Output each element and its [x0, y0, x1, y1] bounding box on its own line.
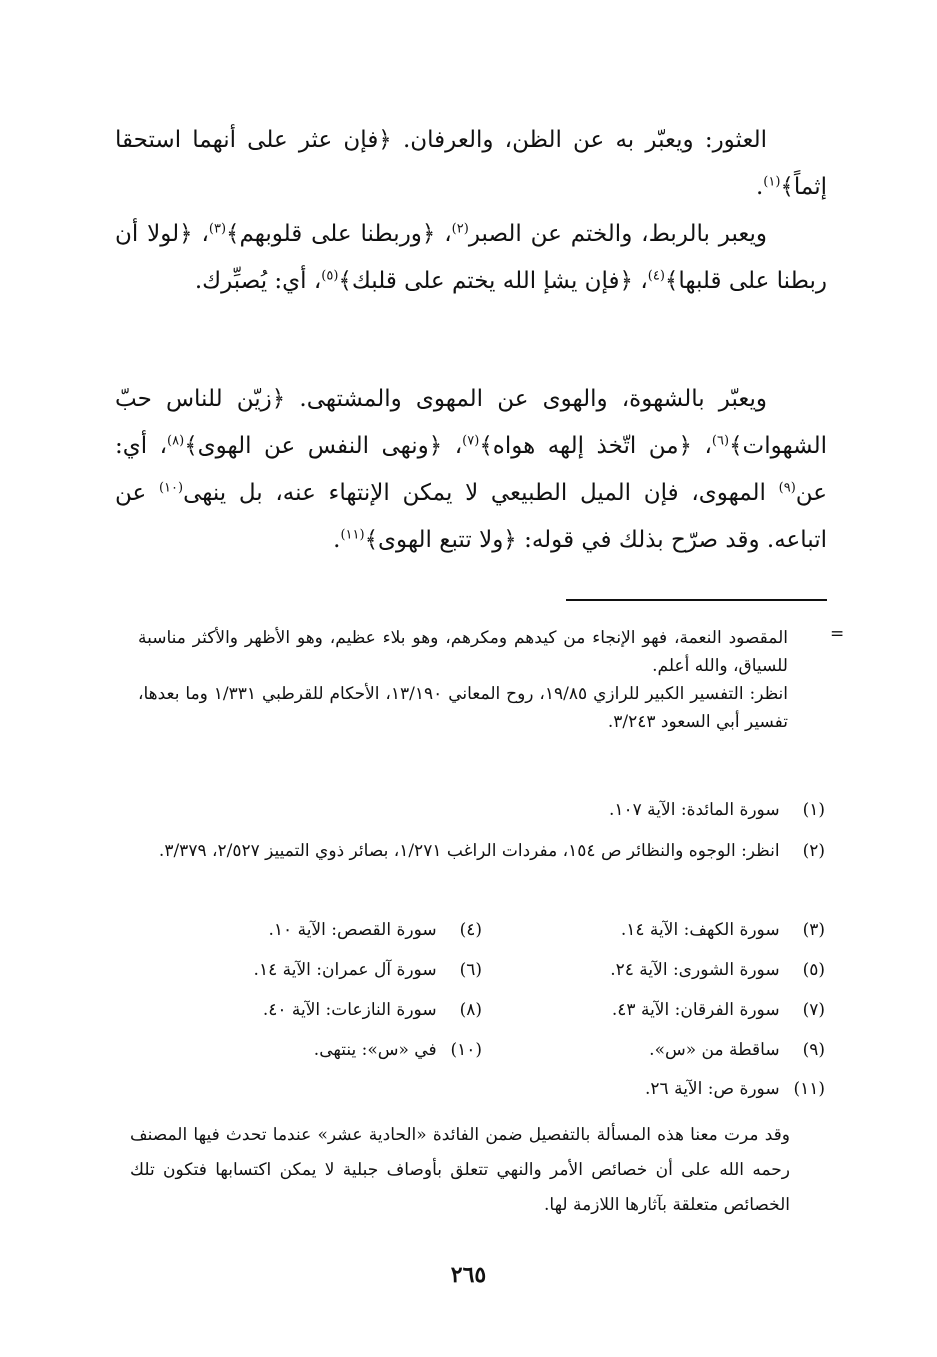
footnote-7: (٧) سورة الفرقان: الآية ٤٣.	[611, 1000, 825, 1020]
paragraph-2: ويعبر بالربط، والختم عن الصبر$^{(٢)}$، ﴿وربطنا على قلوبهم﴾$^{(٣)}$، ﴿لولا أن ربطنا على قلبها﴾$^{(٤)}$، ﴿فإن يشإ الله يختم على قلبك﴾$^{(٥)}$، أي: يُصبِّرك.	[115, 221, 827, 294]
footnote-ref[interactable]: (٩)	[778, 480, 796, 496]
footnote-10: (١٠) في «س»: ينتهى.	[313, 1040, 482, 1060]
footnote-5: (٥) سورة الشورى: الآية ٢٤.	[610, 960, 825, 980]
footnote-6: (٦) سورة آل عمران: الآية ١٤.	[253, 960, 482, 980]
page-number: ٢٦٥	[450, 1262, 487, 1288]
footnote-9: (٩) ساقطة من «س».	[649, 1040, 825, 1060]
continuation-marker: =	[830, 624, 845, 644]
footnote-continuation: المقصود النعمة، فهو الإنجاء من كيدهم ومكرهم، وهو بلاء عظيم، وهو الأظهر والأكثر مناسبة للسياق، والله أعلم. انظر: التفسير الكبير للرازي ١٩/٨٥، روح المعاني ١٣/١٩٠، الأحكام للقرطبي ١/٣٣١ وما بعدها، تفسير أبي السعود ٣/٢٤٣.	[138, 628, 788, 732]
paragraph-1: العثور: ويعبّر به عن الظن، والعرفان. ﴿فإن عثر على أنهما استحقا إثماً﴾$^{(١)}$.	[115, 127, 827, 200]
footnote-separator	[566, 599, 827, 601]
paragraph-3: ويعبّر بالشهوة، والهوى عن المهوى والمشتهى. ﴿زيّن للناس حبّ الشهوات﴾$^{(٦)}$، ﴿من اتّخذ إلهه هواه﴾$^{(٧)}$، ﴿ونهى النفس عن الهوى﴾$^{(٨)}$، أي: عن$^{(٩)}$ المهوى، فإن الميل الطبيعي لا يمكن الإنتهاء عنه، بل ينهى$^{(١٠)}$ عن اتباعه. وقد صرّح بذلك في قوله: ﴿ولا تتبع الهوى﴾$^{(١١)}$.	[115, 386, 827, 553]
footnote-8: (٨) سورة النازعات: الآية ٤٠.	[262, 1000, 482, 1020]
footnote-3: (٣) سورة الكهف: الآية ١٤.	[620, 920, 825, 940]
footnote-ref[interactable]: (٨)	[167, 433, 185, 449]
footnote-ref[interactable]: (٣)	[208, 221, 227, 237]
footnote-note: وقد مرت معنا هذه المسألة بالتفصيل ضمن الفائدة «الحادية عشر» عندما تحدث فيها المصنف رحمه الله على أن خصائص الأمر والنهي تتعلق بأوصاف جبلية لا يمكن اكتسابها فتكون تلك الخصائص متعلقة بآثارها اللازمة لها.	[130, 1125, 790, 1215]
paragraph-text: العثور: ويعبّر به عن الظن، والعرفان. ﴿فإن عثر على أنهما استحقا إثماً﴾	[115, 127, 827, 200]
footnote-ref[interactable]: (٢)	[451, 221, 469, 237]
footnote-ref[interactable]: (٥)	[321, 268, 339, 284]
footnote-11: (١١) سورة ص: الآية ٢٦.	[645, 1079, 825, 1099]
footnote-4: (٤) سورة القصص: الآية ١٠.	[268, 920, 482, 940]
footnote-ref[interactable]: (١٠)	[158, 480, 184, 496]
footnote-ref[interactable]: (٧)	[462, 433, 480, 449]
footnote-ref[interactable]: (٦)	[711, 433, 730, 449]
footnote-ref[interactable]: (٤)	[647, 268, 665, 284]
footnote-1: (١) سورة المائدة: الآية ١٠٧.	[608, 800, 825, 820]
footnote-ref[interactable]: (١)	[763, 174, 781, 190]
footnote-2: (٢) انظر: الوجوه والنظائر ص ١٥٤، مفردات الراغب ١/٢٧١، بصائر ذوي التمييز ٢/٥٢٧، ٣/٣٧٩.	[158, 841, 825, 861]
footnote-ref[interactable]: (١١)	[340, 527, 365, 543]
